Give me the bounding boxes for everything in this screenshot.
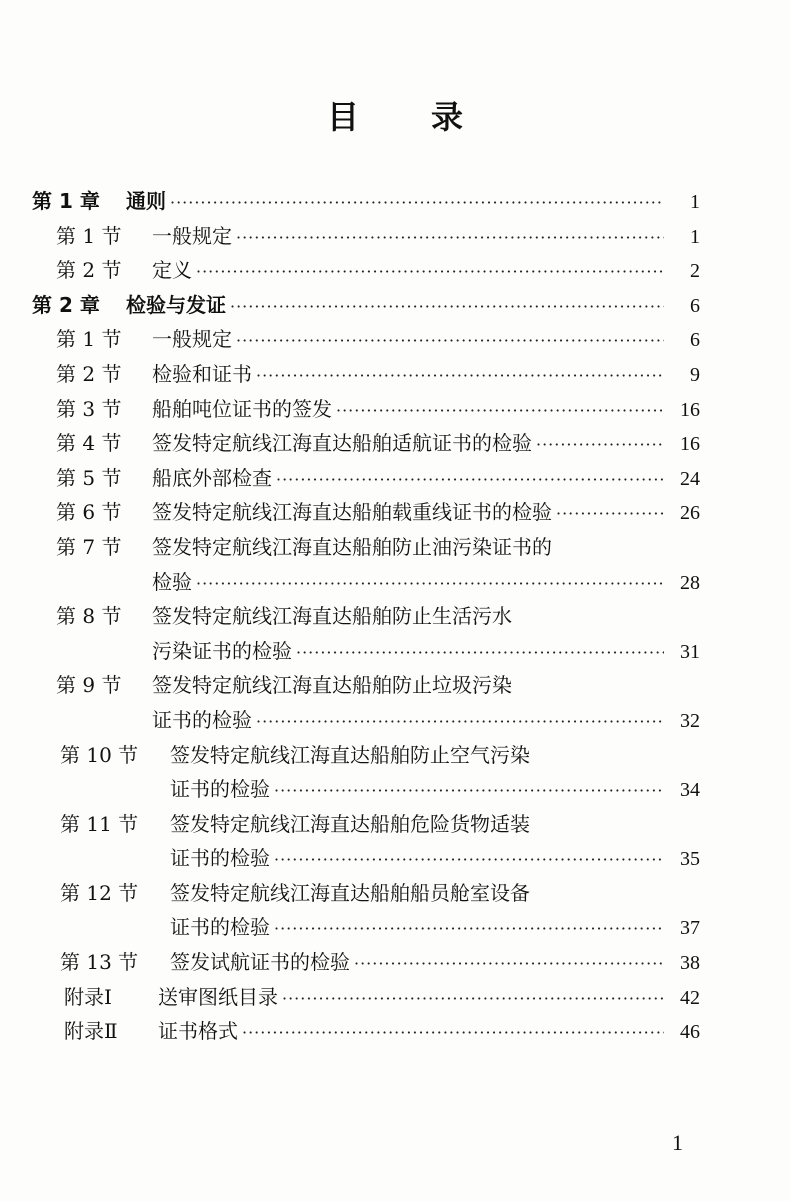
- toc-page-number: 16: [680, 398, 700, 421]
- toc-leader-dots: [556, 497, 664, 531]
- toc-entry: [0, 1014, 790, 1049]
- toc-page-number: 24: [680, 467, 700, 490]
- toc-page-number: 31: [680, 640, 700, 663]
- toc-entry: [0, 530, 790, 565]
- toc-leader-dots: [236, 221, 664, 255]
- toc-entry-label: 第 3 节: [56, 396, 122, 421]
- toc-entry-label: 第 4 节: [56, 431, 122, 456]
- toc-entry-label: 第 10 节: [60, 742, 139, 767]
- toc-entry: [0, 738, 790, 773]
- toc-entry-title: 证书格式: [158, 1019, 238, 1044]
- toc-entry-title: 签发特定航线江海直达船舶防止垃圾污染: [152, 673, 512, 698]
- toc-entry-label: 附录Ⅰ: [64, 984, 112, 1009]
- toc-entry-title-continued: 证书的检验: [170, 777, 270, 802]
- toc-page-number: 6: [690, 329, 700, 352]
- toc-entry: [0, 392, 790, 427]
- toc-entry-label: 第 13 节: [60, 950, 139, 975]
- toc-page-number: 34: [680, 779, 700, 802]
- toc-entry: [0, 876, 790, 911]
- title-char-2: 录: [431, 98, 464, 136]
- toc-leader-dots: [296, 636, 664, 670]
- toc-leader-dots: [256, 359, 664, 393]
- toc-entry-title: 送审图纸目录: [158, 984, 278, 1009]
- toc-page-number: 46: [680, 1021, 700, 1044]
- toc-entry-label: 第 6 节: [56, 500, 122, 525]
- toc-entry-continuation: [0, 910, 790, 945]
- toc-entry-label: 第 2 节: [56, 361, 122, 386]
- toc-entry-label: 第 8 节: [56, 604, 122, 629]
- toc-leader-dots: [276, 463, 664, 497]
- toc-leader-dots: [170, 186, 664, 220]
- toc-page-number: 28: [680, 571, 700, 594]
- toc-entry: [0, 322, 790, 357]
- title-char-1: 目: [326, 98, 359, 136]
- toc-leader-dots: [236, 324, 664, 358]
- toc-leader-dots: [354, 947, 664, 981]
- toc-entry: [0, 184, 790, 219]
- toc-entry-label: 附录Ⅱ: [64, 1019, 118, 1044]
- toc-entry-label: 第 9 节: [56, 673, 122, 698]
- toc-entry-title: 签发特定航线江海直达船舶船员舱室设备: [170, 880, 530, 905]
- toc-entry-title: 一般规定: [152, 327, 232, 352]
- toc-leader-dots: [196, 567, 664, 601]
- toc-page-number: 6: [690, 294, 700, 317]
- toc-entry-continuation: [0, 841, 790, 876]
- toc-entry-title: 船舶吨位证书的签发: [152, 396, 332, 421]
- toc-leader-dots: [196, 255, 664, 289]
- toc-entry-title-continued: 证书的检验: [152, 707, 252, 732]
- toc-entry-label: 第 2 章: [32, 292, 100, 317]
- toc-entry: [0, 599, 790, 634]
- toc-entry: [0, 980, 790, 1015]
- toc-leader-dots: [230, 290, 664, 324]
- toc-page-number: 1: [690, 191, 700, 213]
- table-of-contents: [0, 184, 790, 1049]
- page-title: [0, 92, 790, 138]
- toc-entry-title: 检验和证书: [152, 361, 252, 386]
- toc-entry-title: 船底外部检查: [152, 465, 272, 490]
- toc-leader-dots: [256, 705, 664, 739]
- toc-entry-title: 签发特定航线江海直达船舶防止油污染证书的: [152, 534, 552, 559]
- toc-entry-title: 签发特定航线江海直达船舶危险货物适装: [170, 811, 530, 836]
- toc-entry-label: 第 1 节: [56, 327, 122, 352]
- toc-leader-dots: [536, 428, 664, 462]
- toc-entry: [0, 495, 790, 530]
- toc-page-number: 37: [680, 917, 700, 940]
- toc-entry-title: 签发特定航线江海直达船舶防止生活污水: [152, 604, 512, 629]
- toc-entry: [0, 807, 790, 842]
- toc-entry-label: 第 5 节: [56, 465, 122, 490]
- toc-page-number: 38: [680, 952, 700, 975]
- toc-entry-title-continued: 证书的检验: [170, 846, 270, 871]
- toc-entry-label: 第 12 节: [60, 880, 139, 905]
- toc-entry-title-continued: 证书的检验: [170, 915, 270, 940]
- toc-entry: [0, 357, 790, 392]
- toc-leader-dots: [282, 982, 664, 1016]
- toc-entry: [0, 945, 790, 980]
- toc-page-number: 35: [680, 848, 700, 871]
- toc-entry: [0, 426, 790, 461]
- toc-entry-title: 签发特定航线江海直达船舶适航证书的检验: [152, 431, 532, 456]
- toc-entry-continuation: [0, 634, 790, 669]
- toc-entry: [0, 253, 790, 288]
- toc-entry: [0, 288, 790, 323]
- toc-entry-title: 检验与发证: [126, 292, 226, 317]
- toc-entry-label: 第 7 节: [56, 534, 122, 559]
- toc-entry-title: 一般规定: [152, 223, 232, 248]
- toc-leader-dots: [242, 1016, 664, 1050]
- toc-entry-title: 签发特定航线江海直达船舶载重线证书的检验: [152, 500, 552, 525]
- toc-entry-continuation: [0, 703, 790, 738]
- toc-entry: [0, 668, 790, 703]
- toc-entry-continuation: [0, 565, 790, 600]
- toc-leader-dots: [274, 912, 664, 946]
- toc-entry-title-continued: 检验: [152, 569, 192, 594]
- toc-entry-label: 第 11 节: [60, 811, 139, 836]
- toc-leader-dots: [274, 774, 664, 808]
- toc-entry-continuation: [0, 772, 790, 807]
- toc-entry-label: 第 1 章: [32, 189, 100, 213]
- toc-page-number: 16: [680, 433, 700, 456]
- toc-page-number: 2: [690, 260, 700, 283]
- toc-page-number: 32: [680, 709, 700, 732]
- toc-entry-label: 第 1 节: [56, 223, 122, 248]
- toc-leader-dots: [336, 394, 664, 428]
- toc-entry-title-continued: 污染证书的检验: [152, 638, 292, 663]
- toc-entry-label: 第 2 节: [56, 258, 122, 283]
- page-number: 1: [672, 1130, 683, 1155]
- toc-page-number: 9: [690, 363, 700, 386]
- toc-page-number: 42: [680, 986, 700, 1009]
- toc-page-number: 26: [680, 502, 700, 525]
- toc-entry-title: 定义: [152, 258, 192, 283]
- toc-leader-dots: [274, 843, 664, 877]
- toc-entry: [0, 461, 790, 496]
- toc-entry-title: 签发试航证书的检验: [170, 950, 350, 975]
- toc-entry: [0, 219, 790, 254]
- toc-entry-title: 通则: [126, 189, 166, 213]
- toc-entry-title: 签发特定航线江海直达船舶防止空气污染: [170, 742, 530, 767]
- toc-page-number: 1: [690, 225, 700, 248]
